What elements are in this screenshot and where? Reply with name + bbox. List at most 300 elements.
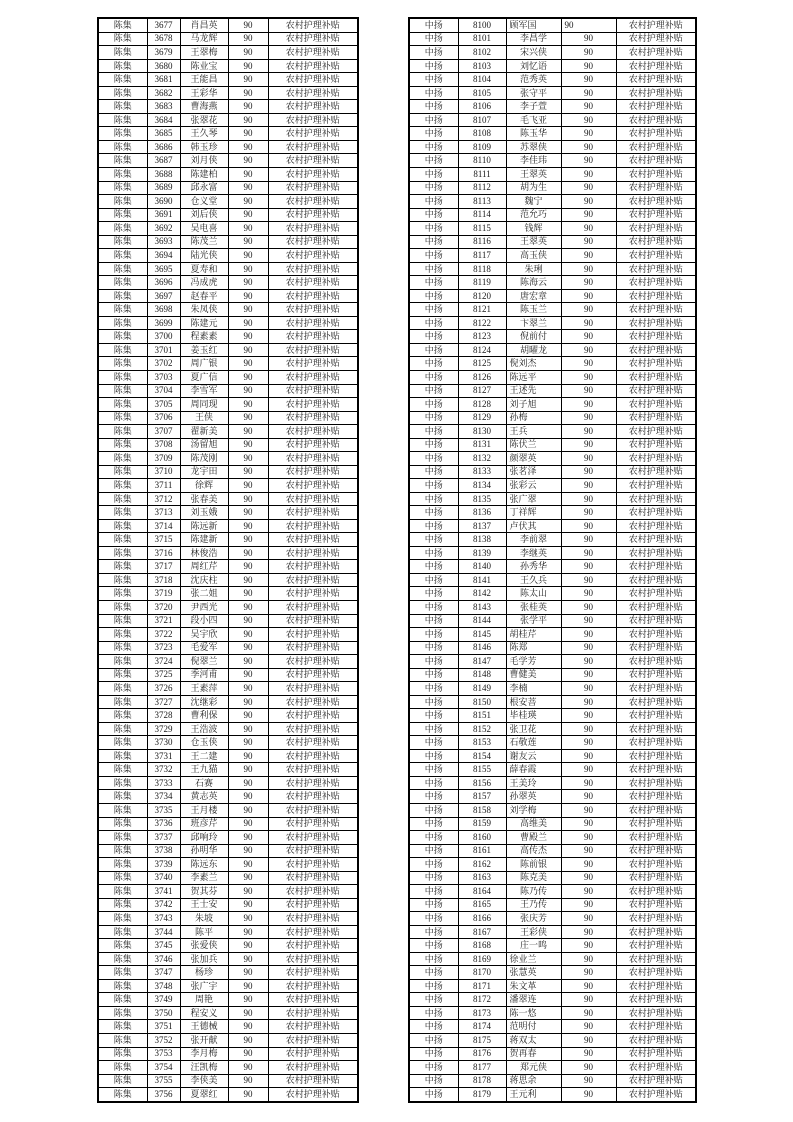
region-cell: 中扬 — [409, 587, 458, 601]
subsidy-cell: 农村护理补贴 — [616, 749, 696, 763]
amount-cell: 90 — [228, 871, 268, 885]
amount-cell: 90 — [561, 425, 616, 439]
serial-cell: 8147 — [458, 655, 506, 669]
subsidy-cell: 农村护理补贴 — [616, 181, 696, 195]
table-row — [409, 614, 696, 628]
name-cell: 孙翠英 — [506, 790, 561, 804]
table-row — [98, 641, 358, 655]
amount-cell: 90 — [228, 817, 268, 831]
region-cell: 陈集 — [98, 979, 147, 993]
amount-cell: 90 — [561, 614, 616, 628]
serial-cell: 3678 — [147, 32, 180, 46]
serial-cell: 8113 — [458, 195, 506, 209]
name-cell: 李昌学 — [506, 32, 561, 46]
amount-cell: 90 — [561, 803, 616, 817]
table-row — [409, 1061, 696, 1075]
region-cell: 陈集 — [98, 140, 147, 154]
region-cell: 陈集 — [98, 898, 147, 912]
name-cell: 李前翠 — [506, 533, 561, 547]
subsidy-cell: 农村护理补贴 — [268, 86, 358, 100]
serial-cell: 8106 — [458, 100, 506, 114]
table-row — [409, 641, 696, 655]
region-cell: 陈集 — [98, 438, 147, 452]
amount-cell: 90 — [228, 1047, 268, 1061]
region-cell: 陈集 — [98, 803, 147, 817]
subsidy-cell: 农村护理补贴 — [616, 709, 696, 723]
amount-cell: 90 — [228, 587, 268, 601]
serial-cell: 8141 — [458, 573, 506, 587]
table-row — [409, 181, 696, 195]
subsidy-cell: 农村护理补贴 — [268, 59, 358, 73]
region-cell: 陈集 — [98, 222, 147, 236]
serial-cell: 8165 — [458, 898, 506, 912]
amount-cell: 90 — [561, 113, 616, 127]
amount-cell: 90 — [561, 492, 616, 506]
region-cell: 中扬 — [409, 276, 458, 290]
name-cell: 蒋双太 — [506, 1034, 561, 1048]
subsidy-cell: 农村护理补贴 — [268, 993, 358, 1007]
serial-cell: 8107 — [458, 113, 506, 127]
serial-cell: 8109 — [458, 140, 506, 154]
table-row — [409, 113, 696, 127]
table-row — [409, 858, 696, 872]
amount-cell: 90 — [561, 871, 616, 885]
serial-cell: 8149 — [458, 682, 506, 696]
region-cell: 中扬 — [409, 32, 458, 46]
subsidy-cell: 农村护理补贴 — [268, 492, 358, 506]
amount-cell: 90 — [228, 222, 268, 236]
subsidy-cell: 农村护理补贴 — [268, 330, 358, 344]
subsidy-cell: 农村护理补贴 — [268, 925, 358, 939]
table-row — [409, 695, 696, 709]
table-row — [98, 465, 358, 479]
serial-cell: 3677 — [147, 18, 180, 32]
region-cell: 中扬 — [409, 249, 458, 263]
subsidy-cell: 农村护理补贴 — [268, 425, 358, 439]
table-row — [98, 668, 358, 682]
subsidy-cell: 农村护理补贴 — [268, 1047, 358, 1061]
name-cell: 李素兰 — [180, 871, 228, 885]
name-cell: 王翠梅 — [180, 46, 228, 60]
amount-cell: 90 — [228, 195, 268, 209]
serial-cell: 3704 — [147, 384, 180, 398]
serial-cell: 3694 — [147, 249, 180, 263]
table-row — [98, 709, 358, 723]
table-row — [409, 100, 696, 114]
name-cell: 张守平 — [506, 86, 561, 100]
region-cell: 陈集 — [98, 858, 147, 872]
subsidy-cell: 农村护理补贴 — [268, 46, 358, 60]
region-cell: 陈集 — [98, 749, 147, 763]
subsidy-cell: 农村护理补贴 — [616, 979, 696, 993]
subsidy-cell: 农村护理补贴 — [616, 357, 696, 371]
serial-cell: 3708 — [147, 438, 180, 452]
table-row — [98, 1006, 358, 1020]
region-cell: 中扬 — [409, 384, 458, 398]
name-cell: 张庆芳 — [506, 912, 561, 926]
serial-cell: 8105 — [458, 86, 506, 100]
region-cell: 中扬 — [409, 506, 458, 520]
region-cell: 中扬 — [409, 18, 458, 32]
table-row — [98, 370, 358, 384]
amount-cell: 90 — [561, 776, 616, 790]
name-cell: 夏广信 — [180, 370, 228, 384]
region-cell: 中扬 — [409, 357, 458, 371]
subsidy-cell: 农村护理补贴 — [616, 276, 696, 290]
table-row — [409, 222, 696, 236]
name-cell: 刘玉娥 — [180, 506, 228, 520]
name-cell: 毛飞亚 — [506, 113, 561, 127]
serial-cell: 3756 — [147, 1088, 180, 1102]
amount-cell: 90 — [228, 831, 268, 845]
table-row — [409, 357, 696, 371]
amount-cell: 90 — [228, 966, 268, 980]
subsidy-cell: 农村护理补贴 — [616, 614, 696, 628]
amount-cell: 90 — [561, 695, 616, 709]
subsidy-cell: 农村护理补贴 — [268, 181, 358, 195]
table-row — [409, 384, 696, 398]
amount-cell: 90 — [228, 979, 268, 993]
region-cell: 中扬 — [409, 803, 458, 817]
name-cell: 潘翠连 — [506, 993, 561, 1007]
name-cell: 高玉侠 — [506, 249, 561, 263]
table-row — [98, 343, 358, 357]
serial-cell: 8171 — [458, 979, 506, 993]
table-row — [409, 546, 696, 560]
table-row — [98, 73, 358, 87]
serial-cell: 8118 — [458, 262, 506, 276]
region-cell: 陈集 — [98, 952, 147, 966]
name-cell: 翟新美 — [180, 425, 228, 439]
serial-cell: 3723 — [147, 641, 180, 655]
region-cell: 中扬 — [409, 330, 458, 344]
serial-cell: 3722 — [147, 628, 180, 642]
amount-cell: 90 — [228, 1034, 268, 1048]
name-cell: 王元利 — [506, 1088, 561, 1102]
name-cell: 唐宏章 — [506, 289, 561, 303]
serial-cell: 3732 — [147, 763, 180, 777]
subsidy-cell: 农村护理补贴 — [616, 1061, 696, 1075]
amount-cell: 90 — [561, 316, 616, 330]
serial-cell: 3711 — [147, 479, 180, 493]
amount-cell: 90 — [228, 776, 268, 790]
region-cell: 陈集 — [98, 682, 147, 696]
serial-cell: 8179 — [458, 1088, 506, 1102]
name-cell: 曹健美 — [506, 668, 561, 682]
serial-cell: 3738 — [147, 844, 180, 858]
subsidy-cell: 农村护理补贴 — [616, 573, 696, 587]
serial-cell: 3742 — [147, 898, 180, 912]
name-cell: 李继英 — [506, 546, 561, 560]
serial-cell: 3752 — [147, 1034, 180, 1048]
table-row — [409, 168, 696, 182]
region-cell: 中扬 — [409, 776, 458, 790]
amount-cell: 90 — [561, 573, 616, 587]
subsidy-cell: 农村护理补贴 — [268, 127, 358, 141]
name-cell: 朱坡 — [180, 912, 228, 926]
name-cell: 钱辉 — [506, 222, 561, 236]
region-cell: 中扬 — [409, 736, 458, 750]
subsidy-cell: 农村护理补贴 — [268, 858, 358, 872]
name-cell: 张爱侠 — [180, 939, 228, 953]
region-cell: 陈集 — [98, 1074, 147, 1088]
name-cell: 王久琴 — [180, 127, 228, 141]
table-row — [409, 330, 696, 344]
amount-cell: 90 — [561, 966, 616, 980]
serial-cell: 8143 — [458, 601, 506, 615]
region-cell: 陈集 — [98, 384, 147, 398]
region-cell: 中扬 — [409, 168, 458, 182]
subsidy-cell: 农村护理补贴 — [616, 343, 696, 357]
name-cell: 汤留旭 — [180, 438, 228, 452]
subsidy-cell: 农村护理补贴 — [268, 370, 358, 384]
serial-cell: 3692 — [147, 222, 180, 236]
table-row — [409, 790, 696, 804]
name-cell: 张翠花 — [180, 113, 228, 127]
table-row — [98, 682, 358, 696]
name-cell: 王素萍 — [180, 682, 228, 696]
amount-cell: 90 — [228, 465, 268, 479]
serial-cell: 8166 — [458, 912, 506, 926]
serial-cell: 3698 — [147, 303, 180, 317]
name-cell: 顾军国 — [506, 18, 561, 32]
serial-cell: 8146 — [458, 641, 506, 655]
serial-cell: 8111 — [458, 168, 506, 182]
subsidy-cell: 农村护理补贴 — [616, 682, 696, 696]
amount-cell: 90 — [561, 979, 616, 993]
name-cell: 王彩侠 — [506, 925, 561, 939]
serial-cell: 8168 — [458, 939, 506, 953]
table-row — [409, 993, 696, 1007]
table-row — [98, 492, 358, 506]
table-row — [98, 86, 358, 100]
region-cell: 陈集 — [98, 330, 147, 344]
serial-cell: 8134 — [458, 479, 506, 493]
name-cell: 周广银 — [180, 357, 228, 371]
amount-cell: 90 — [228, 736, 268, 750]
amount-cell: 90 — [228, 303, 268, 317]
region-cell: 陈集 — [98, 1061, 147, 1075]
table-row — [98, 519, 358, 533]
amount-cell: 90 — [561, 601, 616, 615]
region-cell: 中扬 — [409, 46, 458, 60]
amount-cell: 90 — [561, 1088, 616, 1102]
serial-cell: 8126 — [458, 370, 506, 384]
amount-cell: 90 — [561, 235, 616, 249]
subsidy-cell: 农村护理补贴 — [616, 912, 696, 926]
amount-cell: 90 — [228, 249, 268, 263]
region-cell: 陈集 — [98, 939, 147, 953]
subsidy-cell: 农村护理补贴 — [268, 113, 358, 127]
amount-cell: 90 — [228, 533, 268, 547]
region-cell: 中扬 — [409, 398, 458, 412]
subsidy-cell: 农村护理补贴 — [616, 695, 696, 709]
region-cell: 中扬 — [409, 140, 458, 154]
table-row — [98, 1074, 358, 1088]
region-cell: 中扬 — [409, 993, 458, 1007]
name-cell: 胡桂芹 — [506, 628, 561, 642]
subsidy-cell: 农村护理补贴 — [616, 763, 696, 777]
name-cell: 张茗泽 — [506, 465, 561, 479]
amount-cell: 90 — [561, 546, 616, 560]
region-cell: 中扬 — [409, 195, 458, 209]
name-cell: 陈建元 — [180, 316, 228, 330]
amount-cell: 90 — [228, 154, 268, 168]
region-cell: 陈集 — [98, 262, 147, 276]
amount-cell: 90 — [561, 560, 616, 574]
serial-cell: 3699 — [147, 316, 180, 330]
table-row — [98, 46, 358, 60]
table-row — [409, 465, 696, 479]
region-cell: 中扬 — [409, 790, 458, 804]
region-cell: 中扬 — [409, 560, 458, 574]
table-row — [409, 425, 696, 439]
subsidy-cell: 农村护理补贴 — [616, 140, 696, 154]
amount-cell: 90 — [228, 113, 268, 127]
subsidy-cell: 农村护理补贴 — [268, 438, 358, 452]
name-cell: 周同现 — [180, 398, 228, 412]
region-cell: 陈集 — [98, 479, 147, 493]
subsidy-cell: 农村护理补贴 — [616, 519, 696, 533]
name-cell: 王兵 — [506, 425, 561, 439]
serial-cell: 8124 — [458, 343, 506, 357]
table-row — [98, 127, 358, 141]
name-cell: 卞翠兰 — [506, 316, 561, 330]
serial-cell: 8110 — [458, 154, 506, 168]
region-cell: 陈集 — [98, 276, 147, 290]
subsidy-cell: 农村护理补贴 — [268, 979, 358, 993]
region-cell: 中扬 — [409, 1088, 458, 1102]
name-cell: 肖昌英 — [180, 18, 228, 32]
serial-cell: 3707 — [147, 425, 180, 439]
subsidy-cell: 农村护理补贴 — [268, 276, 358, 290]
amount-cell: 90 — [561, 993, 616, 1007]
table-row — [409, 655, 696, 669]
subsidy-cell: 农村护理补贴 — [268, 357, 358, 371]
serial-cell: 8144 — [458, 614, 506, 628]
name-cell: 宋兴侠 — [506, 46, 561, 60]
subsidy-cell: 农村护理补贴 — [616, 885, 696, 899]
table-row — [98, 885, 358, 899]
subsidy-cell: 农村护理补贴 — [616, 736, 696, 750]
table-row — [98, 939, 358, 953]
name-cell: 陈建柏 — [180, 168, 228, 182]
serial-cell: 8148 — [458, 668, 506, 682]
region-cell: 中扬 — [409, 546, 458, 560]
amount-cell: 90 — [228, 1006, 268, 1020]
table-row — [98, 803, 358, 817]
table-row — [409, 668, 696, 682]
serial-cell: 8153 — [458, 736, 506, 750]
subsidy-cell: 农村护理补贴 — [616, 398, 696, 412]
amount-cell: 90 — [228, 885, 268, 899]
name-cell: 汪凯梅 — [180, 1061, 228, 1075]
serial-cell: 3734 — [147, 790, 180, 804]
serial-cell: 3717 — [147, 560, 180, 574]
serial-cell: 8119 — [458, 276, 506, 290]
amount-cell: 90 — [228, 858, 268, 872]
region-cell: 陈集 — [98, 18, 147, 32]
table-row — [98, 398, 358, 412]
region-cell: 中扬 — [409, 952, 458, 966]
name-cell: 林俊浩 — [180, 546, 228, 560]
table-row — [98, 235, 358, 249]
name-cell: 陈乃传 — [506, 885, 561, 899]
region-cell: 陈集 — [98, 709, 147, 723]
subsidy-cell: 农村护理补贴 — [616, 790, 696, 804]
name-cell: 陈前银 — [506, 858, 561, 872]
serial-cell: 8163 — [458, 871, 506, 885]
serial-cell: 8174 — [458, 1020, 506, 1034]
table-row — [98, 506, 358, 520]
table-row — [98, 925, 358, 939]
table-row — [98, 384, 358, 398]
amount-cell: 90 — [561, 195, 616, 209]
region-cell: 陈集 — [98, 1034, 147, 1048]
subsidy-cell: 农村护理补贴 — [268, 709, 358, 723]
region-cell: 中扬 — [409, 235, 458, 249]
table-row — [409, 628, 696, 642]
amount-cell: 90 — [228, 722, 268, 736]
region-cell: 陈集 — [98, 614, 147, 628]
region-cell: 中扬 — [409, 655, 458, 669]
table-row — [98, 736, 358, 750]
table-row — [409, 479, 696, 493]
subsidy-cell: 农村护理补贴 — [616, 722, 696, 736]
region-cell: 陈集 — [98, 343, 147, 357]
name-cell: 周艳 — [180, 993, 228, 1007]
amount-cell: 90 — [228, 18, 268, 32]
subsidy-cell: 农村护理补贴 — [268, 1088, 358, 1102]
amount-cell: 90 — [561, 939, 616, 953]
amount-cell: 90 — [228, 235, 268, 249]
serial-cell: 3712 — [147, 492, 180, 506]
serial-cell: 3744 — [147, 925, 180, 939]
subsidy-cell: 农村护理补贴 — [616, 776, 696, 790]
region-cell: 中扬 — [409, 127, 458, 141]
amount-cell: 90 — [561, 343, 616, 357]
table-row — [409, 1088, 696, 1102]
name-cell: 张广宇 — [180, 979, 228, 993]
name-cell: 王九猫 — [180, 763, 228, 777]
subsidy-cell: 农村护理补贴 — [268, 1006, 358, 1020]
subsidy-cell: 农村护理补贴 — [268, 614, 358, 628]
table-row — [409, 411, 696, 425]
name-cell: 周红芹 — [180, 560, 228, 574]
amount-cell: 90 — [561, 1047, 616, 1061]
subsidy-cell: 农村护理补贴 — [616, 898, 696, 912]
subsidy-cell: 农村护理补贴 — [268, 939, 358, 953]
amount-cell: 90 — [228, 506, 268, 520]
serial-cell: 3743 — [147, 912, 180, 926]
subsidy-cell: 农村护理补贴 — [268, 817, 358, 831]
subsidy-cell: 农村护理补贴 — [268, 1061, 358, 1075]
region-cell: 陈集 — [98, 722, 147, 736]
subsidy-cell: 农村护理补贴 — [616, 411, 696, 425]
serial-cell: 3719 — [147, 587, 180, 601]
name-cell: 毛学芳 — [506, 655, 561, 669]
name-cell: 贺再春 — [506, 1047, 561, 1061]
region-cell: 中扬 — [409, 722, 458, 736]
table-row — [98, 438, 358, 452]
region-cell: 中扬 — [409, 425, 458, 439]
table-row — [98, 858, 358, 872]
table-row — [98, 195, 358, 209]
subsidy-cell: 农村护理补贴 — [616, 668, 696, 682]
amount-cell: 90 — [228, 168, 268, 182]
region-cell: 陈集 — [98, 519, 147, 533]
name-cell: 陈平 — [180, 925, 228, 939]
